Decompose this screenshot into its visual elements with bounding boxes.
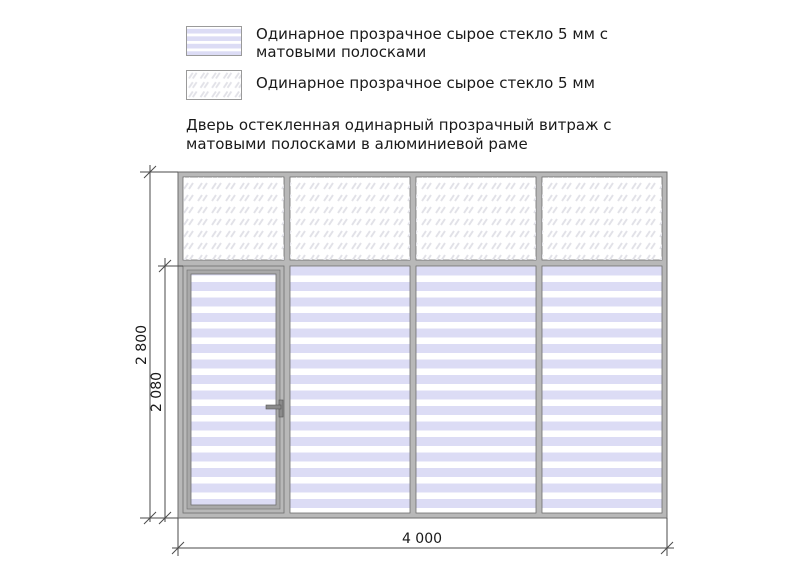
door-glass-panel [191,274,276,505]
dimension-label-total-height: 2 800 [134,324,150,366]
upper-panel-4-pattern [542,177,662,260]
lower-panel-4 [542,266,662,513]
drawing-caption: Дверь остекленная одинарный прозрачный витраж с матовыми полосками в алюминиевой раме [186,116,612,153]
dimension-label-total-width: 4 000 [401,531,443,547]
legend-label-frosted-glass: Одинарное прозрачное сырое стекло 5 мм с матовыми полосками [256,25,609,61]
dimension-label-door-height: 2 080 [149,371,165,413]
upper-panels [183,177,662,260]
upper-panel-1-pattern [183,177,284,260]
legend-label-clear-glass: Одинарное прозрачное сырое стекло 5 мм [256,74,596,92]
lower-panel-2 [290,266,410,513]
upper-panel-3-pattern [416,177,536,260]
lower-panels [191,266,662,513]
upper-panel-2-pattern [290,177,410,260]
lower-panel-3 [416,266,536,513]
